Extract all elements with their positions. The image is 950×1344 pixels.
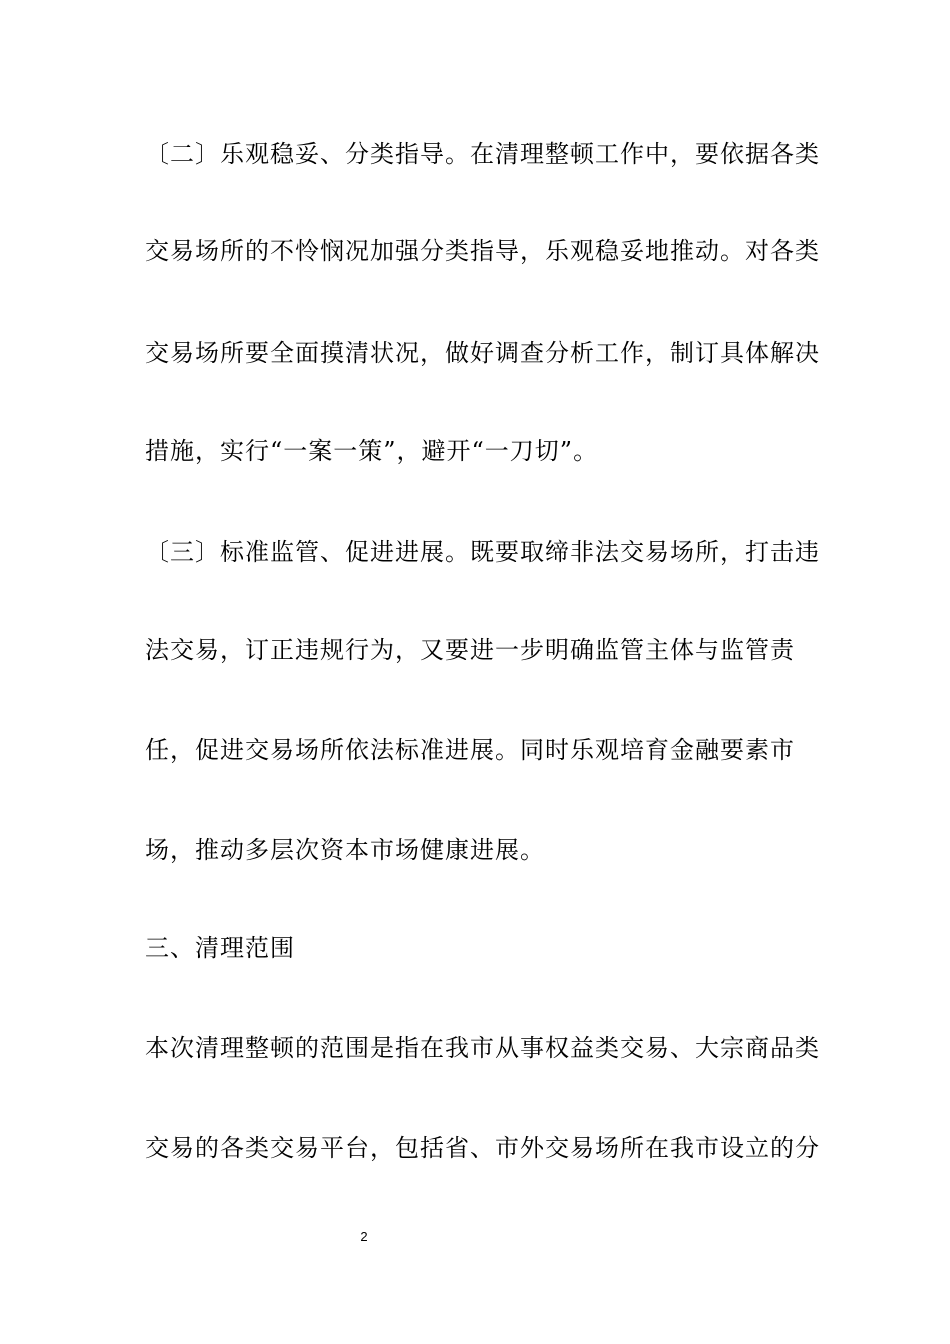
- paragraph-line: 交易场所的不怜悯况加强分类指导，乐观稳妥地推动。对各类: [145, 237, 820, 265]
- paragraph-line: 本次清理整顿的范围是指在我市从事权益类交易、大宗商品类: [145, 1034, 820, 1062]
- page-number: 2: [360, 1229, 368, 1244]
- paragraph-line: 交易的各类交易平台，包括省、市外交易场所在我市设立的分: [145, 1134, 820, 1162]
- paragraph-line: 〔三〕标准监管、促进进展。既要取缔非法交易场所，打击违: [145, 538, 820, 566]
- paragraph-line: 措施，实行“一案一策”，避开“一刀切”。: [145, 437, 599, 465]
- paragraph-line: 〔二〕乐观稳妥、分类指导。在清理整顿工作中，要依据各类: [145, 140, 820, 168]
- paragraph-line: 交易场所要全面摸清状况，做好调查分析工作，制订具体解决: [145, 339, 820, 367]
- section-heading: 三、清理范围: [145, 934, 295, 962]
- paragraph-line: 法交易，订正违规行为，又要进一步明确监管主体与监管责: [145, 636, 795, 664]
- paragraph-line: 任，促进交易场所依法标准进展。同时乐观培育金融要素市: [145, 736, 795, 764]
- paragraph-line: 场，推动多层次资本市场健康进展。: [145, 836, 545, 864]
